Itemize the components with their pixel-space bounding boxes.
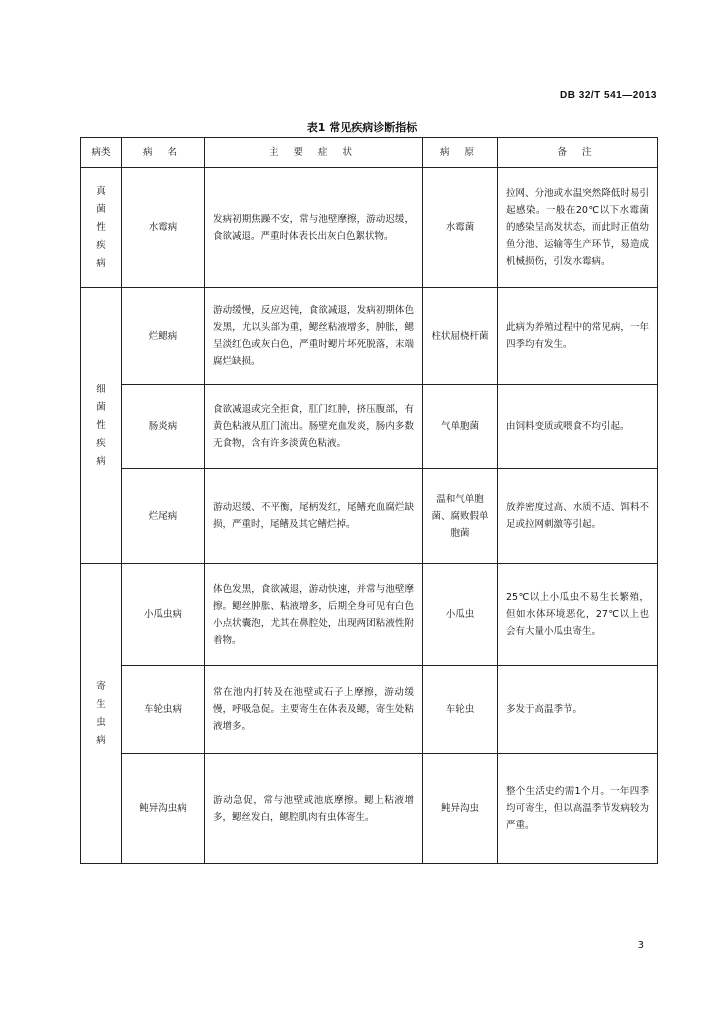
pathogen: 鲀异沟虫 xyxy=(423,754,498,864)
remarks: 拉网、分池或水温突然降低时易引起感染。一般在20℃以下水霉菌的感染呈高发状态，而此时正值幼鱼分池、运输等生产环节，易造成机械损伤，引发水霉病。 xyxy=(498,168,658,288)
table-row xyxy=(81,754,658,864)
disease-name: 烂鳃病 xyxy=(122,288,205,385)
table-row xyxy=(81,168,658,288)
category-bacterial: 细 菌 性 疾 病 xyxy=(81,288,122,564)
symptoms: 发病初期焦躁不安，常与池壁摩擦，游动迟缓，食欲减退。严重时体表长出灰白色絮状物。 xyxy=(205,168,423,288)
disease-name: 鲀异沟虫病 xyxy=(122,754,205,864)
page-number: 3 xyxy=(637,940,644,951)
disease-name: 车轮虫病 xyxy=(122,666,205,754)
standard-number: DB 32/T 541—2013 xyxy=(560,90,657,101)
remarks: 多发于高温季节。 xyxy=(498,666,658,754)
remarks: 25℃以上小瓜虫不易生长繁殖，但如水体环境恶化，27℃以上也会有大量小瓜虫寄生。 xyxy=(498,564,658,666)
header-remarks: 备 注 xyxy=(498,138,658,168)
category-fungal: 真 菌 性 疾 病 xyxy=(81,168,122,288)
remarks: 由饲料变质或喂食不均引起。 xyxy=(498,385,658,469)
pathogen: 小瓜虫 xyxy=(423,564,498,666)
pathogen: 温和气单胞菌、腐败假单胞菌 xyxy=(423,469,498,564)
symptoms: 体色发黑，食欲减退，游动快速，并常与池壁摩擦。鳃丝肿胀、粘液增多，后期全身可见有白色小点状囊泡，尤其在鼻腔处，出现两团粘液性附着物。 xyxy=(205,564,423,666)
remarks: 整个生活史约需1个月。一年四季均可寄生，但以高温季节发病较为严重。 xyxy=(498,754,658,864)
table-caption: 表1 常见疾病诊断指标 xyxy=(306,121,418,134)
disease-name: 肠炎病 xyxy=(122,385,205,469)
symptoms: 游动缓慢，反应迟钝，食欲减退，发病初期体色发黑，尤以头部为重，鳃丝粘液增多，肿胀，鳃呈淡红色或灰白色，严重时鳃片坏死脱落，末端腐烂缺损。 xyxy=(205,288,423,385)
category-parasitic: 寄 生 虫 病 xyxy=(81,564,122,864)
diagnosis-table xyxy=(80,137,658,864)
remarks: 放养密度过高、水质不适、饵料不足或拉网刺激等引起。 xyxy=(498,469,658,564)
disease-name: 烂尾病 xyxy=(122,469,205,564)
table-row xyxy=(81,288,658,385)
pathogen: 气单胞菌 xyxy=(423,385,498,469)
symptoms: 游动迟缓、不平衡，尾柄发红，尾鳍充血腐烂缺损，严重时，尾鳍及其它鳍烂掉。 xyxy=(205,469,423,564)
table-header-row xyxy=(81,138,658,168)
pathogen: 车轮虫 xyxy=(423,666,498,754)
pathogen: 水霉菌 xyxy=(423,168,498,288)
table-row xyxy=(81,385,658,469)
header-pathogen: 病 原 xyxy=(423,138,498,168)
remarks: 此病为养殖过程中的常见病，一年四季均有发生。 xyxy=(498,288,658,385)
disease-name: 水霉病 xyxy=(122,168,205,288)
pathogen: 柱状屈桡杆菌 xyxy=(423,288,498,385)
table-row xyxy=(81,564,658,666)
header-disease-name: 病 名 xyxy=(122,138,205,168)
table-row xyxy=(81,666,658,754)
symptoms: 常在池内打转及在池壁或石子上摩擦，游动缓慢，呼吸急促。主要寄生在体表及鳃，寄生处粘液增多。 xyxy=(205,666,423,754)
header-symptoms: 主 要 症 状 xyxy=(205,138,423,168)
disease-name: 小瓜虫病 xyxy=(122,564,205,666)
symptoms: 食欲减退或完全拒食，肛门红肿，挤压腹部，有黄色粘液从肛门流出。肠壁充血发炎，肠内多数无食物，含有许多淡黄色粘液。 xyxy=(205,385,423,469)
symptoms: 游动急促，常与池壁或池底摩擦。鳃上粘液增多，鳃丝发白，鳃腔肌肉有虫体寄生。 xyxy=(205,754,423,864)
table-row xyxy=(81,469,658,564)
header-category: 病类 xyxy=(81,138,122,168)
